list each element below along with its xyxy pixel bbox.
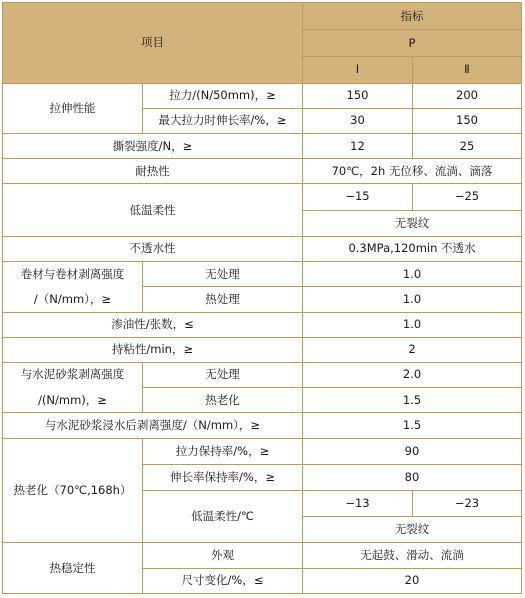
table-row [3, 312, 522, 337]
aging-force-value: 90 [303, 438, 522, 464]
table-row [3, 362, 522, 387]
coil-peel-untreated-value: 1.0 [303, 262, 522, 287]
mortar-peel-untreated-value: 2.0 [303, 362, 522, 387]
tensile-elong-1: 30 [303, 108, 413, 133]
header-grade-2: Ⅱ [413, 57, 522, 83]
tensile-elong-2: 150 [413, 108, 522, 133]
coil-peel-heat-label: 热处理 [143, 287, 303, 312]
mortar-soak-value: 1.5 [303, 413, 522, 438]
tensile-force-label: 拉力/(N/50mm)，≥ [143, 83, 303, 108]
tack-value: 2 [303, 337, 522, 362]
table-row [3, 134, 522, 159]
aging-lowtemp-note: 无裂纹 [303, 517, 522, 543]
tensile-force-1: 150 [303, 83, 413, 108]
table-row [3, 543, 522, 568]
lowtemp-note: 无裂纹 [303, 210, 522, 236]
mortar-peel-aged-value: 1.5 [303, 388, 522, 413]
table-row [3, 159, 522, 184]
table-row [3, 83, 522, 108]
imperm-value: 0.3MPa,120min 不透水 [303, 236, 522, 261]
aging-lowtemp-2: −23 [413, 490, 522, 516]
mortar-peel-group-line2: /(N/mm)，≥ [38, 392, 107, 407]
tear-2: 25 [413, 134, 522, 159]
heat-label: 耐热性 [3, 159, 303, 184]
mortar-soak-label: 与水泥砂浆浸水后剥离强度/（N/mm），≥ [3, 413, 303, 438]
mortar-peel-aged-label: 热老化 [143, 388, 303, 413]
table-row [3, 262, 522, 287]
stability-size-value: 20 [303, 568, 522, 593]
mortar-peel-untreated-label: 无处理 [143, 362, 303, 387]
mortar-peel-group [3, 362, 143, 412]
oil-label: 渗油性/张数，≤ [3, 312, 303, 337]
coil-peel-group-line2: /（N/mm），≥ [33, 291, 112, 306]
coil-peel-group-line1: 卷材与卷材剥离强度 [20, 266, 125, 281]
table-row [3, 184, 522, 210]
aging-force-label: 拉力保持率/%，≥ [143, 438, 303, 464]
tear-1: 12 [303, 134, 413, 159]
aging-lowtemp-1: −13 [303, 490, 413, 516]
table-row [3, 236, 522, 261]
stability-appearance-label: 外观 [143, 543, 303, 568]
tensile-force-2: 200 [413, 83, 522, 108]
imperm-label: 不透水性 [3, 236, 303, 261]
aging-lowtemp-label: 低温柔性/℃ [143, 490, 303, 542]
lowtemp-2: −25 [413, 184, 522, 210]
coil-peel-group [3, 262, 143, 312]
mortar-peel-group-line1: 与水泥砂浆剥离强度 [20, 367, 125, 382]
tensile-elong-label: 最大拉力时伸长率/%，≥ [143, 108, 303, 133]
lowtemp-1: −15 [303, 184, 413, 210]
aging-elong-value: 80 [303, 464, 522, 490]
header-grade-1: Ⅰ [303, 57, 413, 83]
aging-group: 热老化（70℃,168h） [3, 438, 143, 543]
header-item: 项目 [3, 3, 303, 84]
stability-appearance-value: 无起鼓、滑动、流淌 [303, 543, 522, 568]
stability-group: 热稳定性 [3, 543, 143, 594]
heat-value: 70℃，2h 无位移、流淌、滴落 [303, 159, 522, 184]
tensile-group: 拉伸性能 [3, 83, 143, 133]
header-indicator: 指标 [303, 3, 522, 30]
coil-peel-heat-value: 1.0 [303, 287, 522, 312]
table-row [3, 337, 522, 362]
header-type: P [303, 30, 522, 57]
spec-table [2, 2, 522, 594]
tear-label: 撕裂强度/N，≥ [3, 134, 303, 159]
tack-label: 持粘性/min，≥ [3, 337, 303, 362]
table-row [3, 438, 522, 464]
table-row [3, 413, 522, 438]
stability-size-label: 尺寸变化/%，≤ [143, 568, 303, 593]
coil-peel-untreated-label: 无处理 [143, 262, 303, 287]
oil-value: 1.0 [303, 312, 522, 337]
header-row-1 [3, 3, 522, 30]
aging-elong-label: 伸长率保持率/%，≥ [143, 464, 303, 490]
lowtemp-label: 低温柔性 [3, 184, 303, 236]
